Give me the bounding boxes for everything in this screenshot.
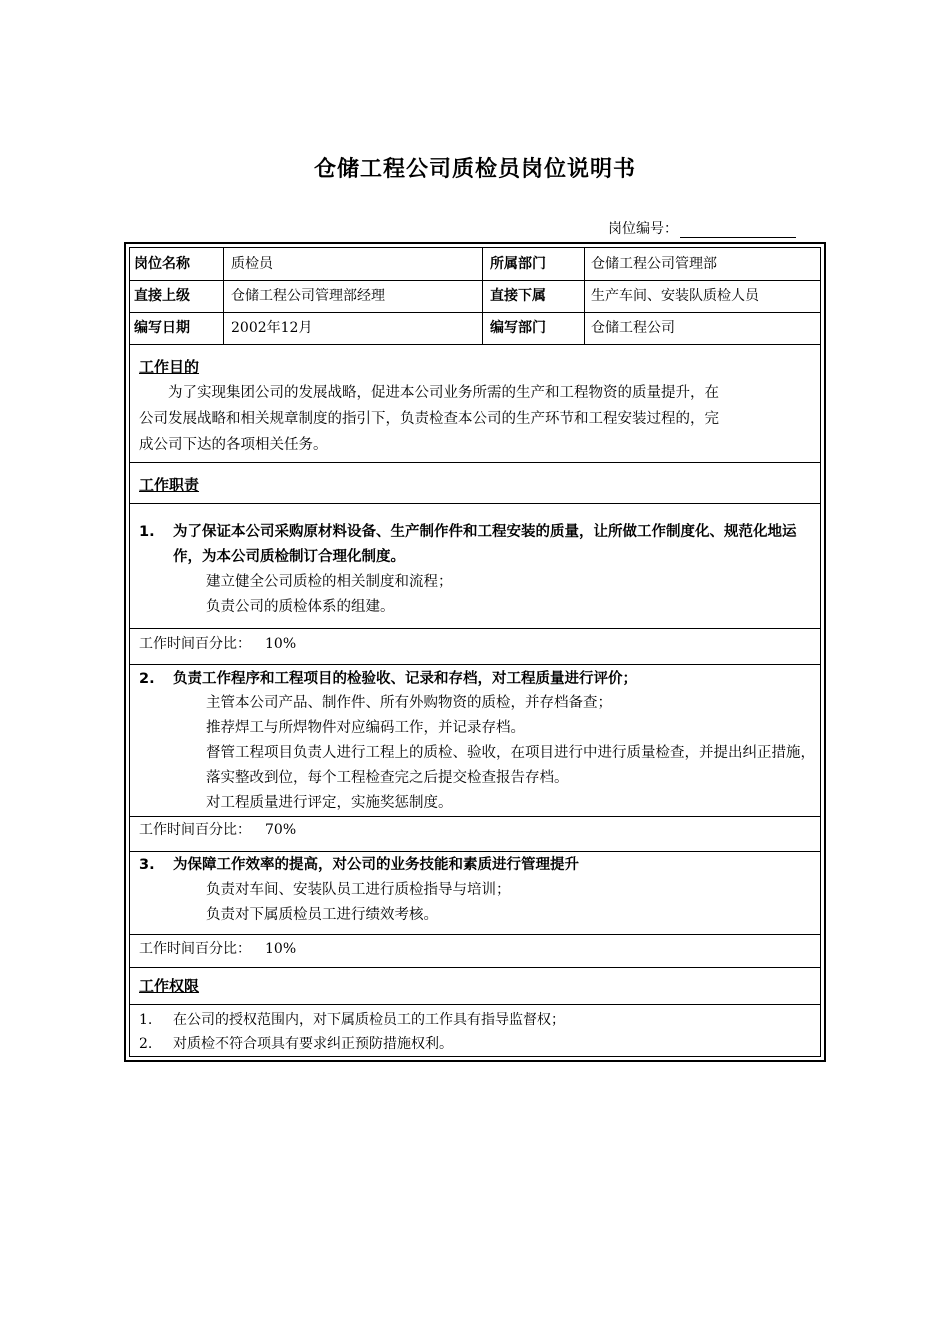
task-title bbox=[139, 667, 819, 692]
time-percentage-value: 10% bbox=[265, 636, 297, 652]
label-date: 编写日期 bbox=[134, 320, 190, 336]
row-divider bbox=[130, 312, 820, 313]
objective-line: 为了实现集团公司的发展战略，促进本公司业务所需的生产和工程物资的质量提升，在 bbox=[168, 385, 719, 401]
bullet-text: 推荐焊工与所焊物件对应编码工作，并记录存档。 bbox=[206, 720, 525, 736]
bullet-text: 建立健全公司质检的相关制度和流程； bbox=[206, 574, 453, 590]
task-bullet bbox=[172, 878, 817, 903]
time-percentage bbox=[139, 635, 296, 653]
task-bullet bbox=[172, 716, 817, 741]
label-department: 所属部门 bbox=[490, 256, 546, 272]
post-number-blank bbox=[680, 223, 796, 238]
time-percentage bbox=[139, 940, 296, 958]
task-bullet bbox=[172, 903, 817, 928]
label-subordinate: 直接下属 bbox=[490, 288, 546, 304]
task-title bbox=[139, 853, 819, 878]
task-number: 1. bbox=[139, 524, 155, 540]
task-bullet bbox=[172, 595, 817, 620]
time-percentage-value: 70% bbox=[265, 822, 297, 838]
time-percentage-label: 工作时间百分比： bbox=[139, 822, 251, 838]
bullet-text: 负责对下属质检员工进行绩效考核。 bbox=[206, 907, 438, 923]
time-percentage bbox=[139, 821, 296, 839]
value-author-dept: 仓储工程公司 bbox=[591, 320, 675, 336]
section-divider bbox=[130, 967, 820, 968]
task-number: 3. bbox=[139, 857, 155, 873]
col-divider bbox=[223, 248, 224, 344]
bullet-text: 督管工程项目负责人进行工程上的质检、验收，在项目进行中进行质量检查，并提出纠正措施，落实整改到位，每个工程检查完之后提交检查报告存档。 bbox=[206, 745, 815, 786]
task-text: 为了保证本公司采购原材料设备、生产制作件和工程安装的质量，让所做工作制度化、规范化地运作，为本公司质检制订合理化制度。 bbox=[173, 524, 797, 565]
bullet-text: 主管本公司产品、制作件、所有外购物资的质检，并存档备查； bbox=[206, 695, 612, 711]
task-text: 为保障工作效率的提高，对公司的业务技能和素质进行管理提升 bbox=[173, 857, 579, 873]
label-author-dept: 编写部门 bbox=[490, 320, 546, 336]
row-divider bbox=[130, 816, 820, 817]
objective-line: 成公司下达的各项相关任务。 bbox=[139, 437, 328, 453]
row-divider bbox=[130, 628, 820, 629]
label-superior: 直接上级 bbox=[134, 288, 190, 304]
table-inner bbox=[129, 247, 821, 1057]
section-divider bbox=[130, 1004, 820, 1005]
label-post-name: 岗位名称 bbox=[134, 256, 190, 272]
col-divider bbox=[584, 248, 585, 344]
job-description-table bbox=[124, 242, 826, 1062]
task-bullet bbox=[172, 791, 817, 816]
task-text: 负责工作程序和工程项目的检验收、记录和存档，对工程质量进行评价； bbox=[173, 671, 637, 687]
time-percentage-value: 10% bbox=[265, 941, 297, 957]
authority-number: 2. bbox=[139, 1036, 153, 1052]
row-divider bbox=[130, 851, 820, 852]
bullet-text: 负责对车间、安装队员工进行质检指导与培训； bbox=[206, 882, 511, 898]
value-subordinate: 生产车间、安装队质检人员 bbox=[591, 288, 759, 304]
task-bullet bbox=[172, 691, 817, 716]
row-divider bbox=[130, 344, 820, 345]
row-divider bbox=[130, 280, 820, 281]
value-department: 仓储工程公司管理部 bbox=[591, 256, 717, 272]
row-divider bbox=[130, 934, 820, 935]
objective-line: 公司发展战略和相关规章制度的指引下，负责检查本公司的生产环节和工程安装过程的，完 bbox=[139, 411, 719, 427]
authority-item bbox=[139, 1008, 565, 1032]
task-bullet bbox=[172, 570, 817, 595]
bullet-text: 对工程质量进行评定，实施奖惩制度。 bbox=[206, 795, 453, 811]
duties-heading: 工作职责 bbox=[139, 476, 200, 494]
value-superior: 仓储工程公司管理部经理 bbox=[231, 288, 385, 304]
col-divider bbox=[482, 248, 483, 344]
post-number-label: 岗位编号： bbox=[608, 221, 678, 237]
time-percentage-label: 工作时间百分比： bbox=[139, 941, 251, 957]
authority-text: 在公司的授权范围内，对下属质检员工的工作具有指导监督权； bbox=[173, 1012, 565, 1028]
time-percentage-label: 工作时间百分比： bbox=[139, 636, 251, 652]
section-divider bbox=[130, 503, 820, 504]
authority-item bbox=[139, 1032, 453, 1056]
authority-text: 对质检不符合项具有要求纠正预防措施权利。 bbox=[173, 1036, 453, 1052]
document-title: 仓储工程公司质检员岗位说明书 bbox=[313, 157, 636, 182]
bullet-text: 负责公司的质检体系的组建。 bbox=[206, 599, 395, 615]
task-title bbox=[139, 520, 819, 570]
task-number: 2. bbox=[139, 671, 155, 687]
value-date: 2002年12月 bbox=[231, 320, 313, 336]
authority-heading: 工作权限 bbox=[139, 977, 200, 995]
post-number bbox=[608, 218, 796, 238]
value-post-name: 质检员 bbox=[231, 256, 273, 272]
task-bullet bbox=[172, 741, 817, 791]
objective-text bbox=[139, 380, 816, 458]
authority-number: 1. bbox=[139, 1012, 153, 1028]
row-divider bbox=[130, 664, 820, 665]
section-divider bbox=[130, 462, 820, 463]
objective-heading: 工作目的 bbox=[139, 358, 200, 376]
